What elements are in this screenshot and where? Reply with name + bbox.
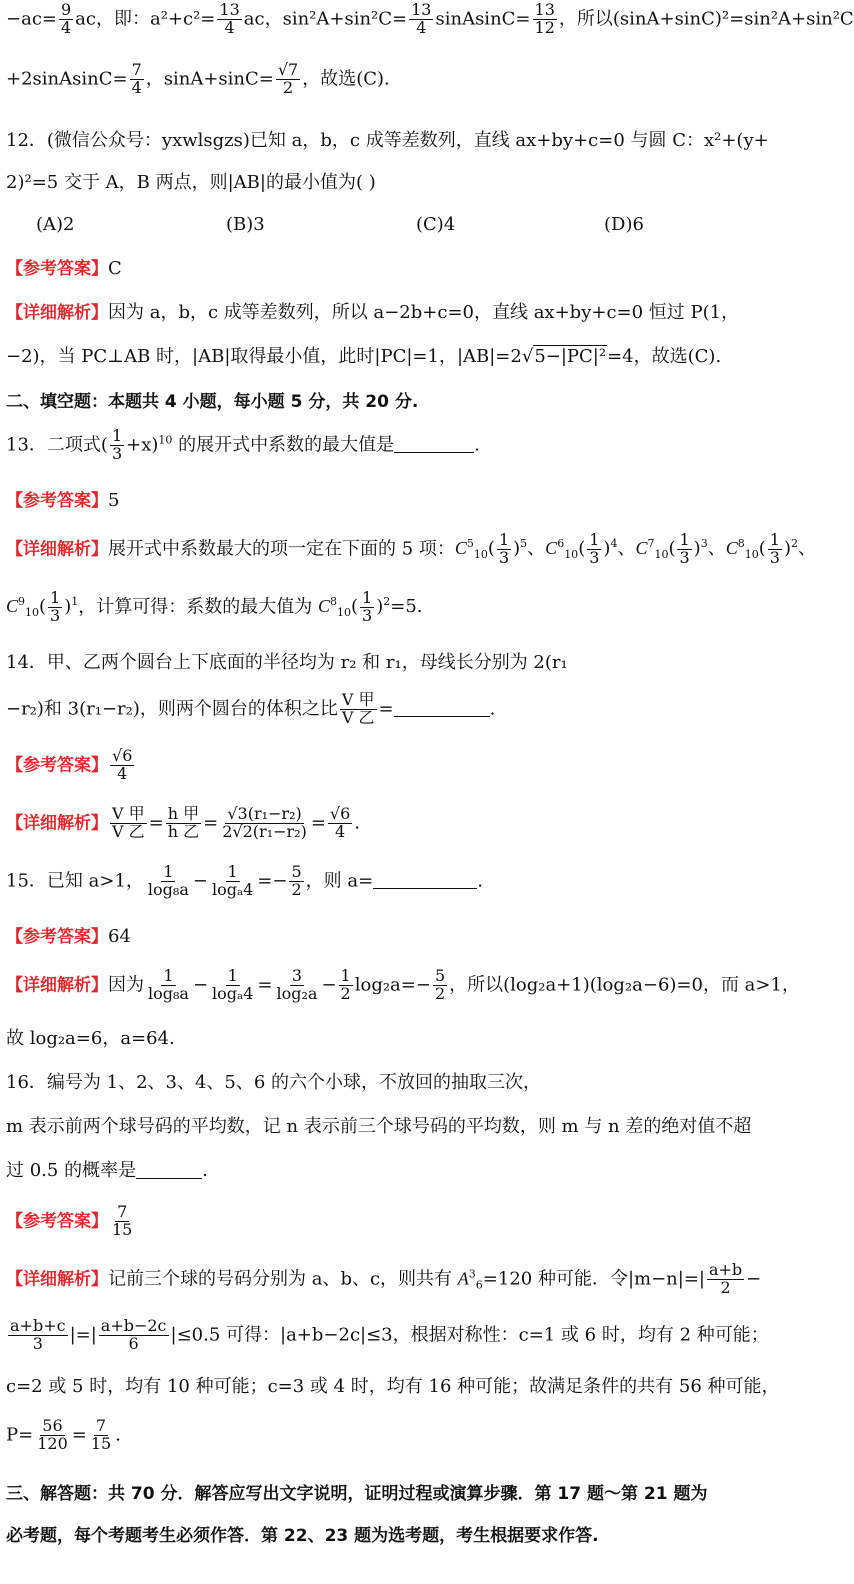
q16-answer bbox=[6, 1204, 794, 1239]
q16-stem-line-1: 16．编号为 1、2、3、4、5、6 的六个小球，不放回的抽取三次， bbox=[6, 1072, 542, 1093]
section-3-heading-line-1: 三、解答题：共 70 分．解答应写出文字说明，证明过程或演算步骤．第 17 题～第 21 题为 bbox=[6, 1484, 708, 1504]
text: ，所以(sinA+sinC)²=sin²A+sin²C bbox=[558, 8, 854, 30]
q16-analysis-line-4: P= $\frac{56}{120}$ = $\frac{7}{15}$ . bbox=[6, 1416, 121, 1453]
q14-stem-line-1: 14．甲、乙两个圆台上下底面的半径均为 r₂ 和 r₁，母线长分别为 2(r₁ bbox=[6, 652, 568, 673]
fraction: $\frac{13}{4}$ bbox=[219, 0, 240, 37]
answer-tag: 【参考答案】 bbox=[6, 1211, 108, 1232]
answer-tag: 【参考答案】 bbox=[6, 755, 108, 776]
fraction: $\frac{13}{12}$ bbox=[534, 0, 555, 37]
text: ac，sin²A+sin²C= bbox=[243, 8, 408, 30]
answer-blank[interactable] bbox=[136, 1160, 202, 1179]
fraction: $\frac{1}{3}$ bbox=[111, 426, 123, 463]
q16-analysis-line-3: c=2 或 5 时，均有 10 种可能；c=3 或 4 时，均有 16 种可能；故满足条件的共有 56 种可能， bbox=[6, 1376, 780, 1397]
answer-blank[interactable] bbox=[394, 698, 490, 717]
text: =4，故选(C). bbox=[607, 346, 722, 367]
answer-tag: 【参考答案】 bbox=[6, 491, 108, 511]
section-3-heading-line-2: 必考题，每个考题考生必须作答．第 22、23 题为选考题，考生根据要求作答. bbox=[6, 1526, 599, 1546]
q12-answer bbox=[6, 258, 794, 280]
answer-value: $\frac{7}{15}$ bbox=[112, 1202, 133, 1239]
q13-answer bbox=[6, 490, 794, 512]
text: ，故选(C). bbox=[302, 68, 390, 90]
fraction: $\frac{9}{4}$ bbox=[60, 0, 72, 37]
prev-solution-line-2 bbox=[6, 62, 794, 97]
q13-analysis-line-1: 【详细解析】展开式中系数最大的项一定在下面的 5 项：$C^5_{10}$( $\frac{1}{3}$ )$^5$、$C^6_{10}$( $\frac{1}{3}$ )$^4$、$C^7_{10}$( $\frac{1}{3}$ )$^3$、$C^8_{10}$( $\frac{1}{3}$ )$^2$、 bbox=[6, 530, 816, 567]
answer-value: C bbox=[108, 258, 122, 279]
text: −ac= bbox=[6, 8, 57, 30]
sqrt-symbol: √ bbox=[521, 346, 534, 367]
option-c: (C)4 bbox=[416, 214, 456, 235]
analysis-tag: 【详细解析】 bbox=[6, 1269, 108, 1290]
section-2-heading: 二、填空题：本题共 4 小题，每小题 5 分，共 20 分. bbox=[6, 392, 419, 412]
q14-analysis: 【详细解析】 $\frac{\text{V 甲}}{\text{V 乙}}$ = $\frac{\text{h 甲}}{\text{h 乙}}$ = $\frac{\text{√3(r₁−r₂)}}{\text{2√2(r₁−r₂)}}$ = $\frac{√6}{4}$ . bbox=[6, 804, 361, 841]
prev-solution-line-1 bbox=[6, 0, 854, 37]
answer-blank[interactable] bbox=[394, 434, 474, 453]
term-2: $C^6_{10}$( $\frac{1}{3}$ )$^4$、 bbox=[545, 530, 636, 567]
text: +2sinAsinC= bbox=[6, 68, 128, 90]
q16-analysis-line-2: $\frac{a+b+c}{3}$ |=| $\frac{a+b-2c}{6}$ |≤0.5 可得：|a+b−2c|≤3，根据对称性：c=1 或 6 时，均有 2 种可能； bbox=[10, 1316, 769, 1353]
q15-analysis-line-1: 【详细解析】因为 $\frac{1}{\text{log₈a}}$ − $\frac{1}{\text{logₐ4}}$ = $\frac{3}{\text{log₂a}}$ − $\frac{1}{2}$ log₂a=− $\frac{5}{2}$ ，所以(log₂a+1)(log₂a−6)=0，而 a>1， bbox=[6, 966, 800, 1003]
sqrt-body: 5−|PC|² bbox=[534, 346, 607, 367]
q13-analysis-line-2: $C^9_{10}$( $\frac{1}{3}$ )$^1$，计算可得：系数的最大值为 $C^8_{10}$( $\frac{1}{3}$ )$^2$=5. bbox=[6, 588, 423, 625]
analysis-tag: 【详细解析】 bbox=[6, 303, 108, 323]
answer-value: 5 bbox=[108, 490, 120, 511]
fraction: $\frac{7}{4}$ bbox=[131, 60, 142, 97]
option-d: (D)6 bbox=[604, 214, 644, 235]
term-5: $C^9_{10}$( $\frac{1}{3}$ )$^1$ bbox=[6, 588, 79, 625]
q14-stem-line-2: −r₂)和 3(r₁−r₂)，则两个圆台的体积之比 $\frac{\text{V 甲}}{\text{V 乙}}$ = . bbox=[6, 690, 496, 727]
option-b: (B)3 bbox=[226, 214, 265, 235]
analysis-tag: 【详细解析】 bbox=[6, 539, 108, 560]
q16-analysis-line-1: 【详细解析】记前三个球的号码分别为 a、b、c，则共有 $A^3_6=120$ 种可能．令|m−n|=| $\frac{a+b}{2}$ − bbox=[6, 1260, 762, 1297]
analysis-tag: 【详细解析】 bbox=[6, 813, 108, 834]
term-3: $C^7_{10}$( $\frac{1}{3}$ )$^3$、 bbox=[635, 530, 726, 567]
answer-value: $\frac{√6}{4}$ bbox=[112, 746, 133, 783]
q12-analysis-line-2 bbox=[6, 346, 794, 368]
answer-blank[interactable] bbox=[373, 870, 477, 889]
q16-stem-line-2: m 表示前两个球号码的平均数，记 n 表示前三个球号码的平均数，则 m 与 n 差的绝对值不超 bbox=[6, 1116, 752, 1137]
q16-stem-line-3: 过 0.5 的概率是 . bbox=[6, 1160, 208, 1181]
fraction: $\frac{13}{4}$ bbox=[411, 0, 432, 37]
final-term: $C^8_{10}$( $\frac{1}{3}$ )$^2$=5. bbox=[318, 588, 423, 625]
text: −2)，当 PC⊥AB 时，|AB|取得最小值，此时|PC|=1，|AB|=2 bbox=[6, 346, 522, 367]
q12-stem-line-2: 2)²=5 交于 A，B 两点，则|AB|的最小值为( ) bbox=[6, 172, 376, 193]
q15-stem: 15．已知 a>1， $\frac{1}{\text{log₈a}}$ − $\frac{1}{\text{logₐ4}}$ =− $\frac{5}{2}$ ，则 a= . bbox=[6, 862, 483, 899]
q15-analysis-line-2: 故 log₂a=6，a=64. bbox=[6, 1028, 175, 1049]
answer-value: 64 bbox=[108, 926, 131, 947]
q15-answer bbox=[6, 926, 794, 948]
fraction: $\frac{\text{V 甲}}{\text{V 乙}}$ bbox=[341, 690, 375, 727]
text: sinAsinC= bbox=[435, 8, 531, 30]
q12-stem-line-1: 12．(微信公众号：yxwlsgzs)已知 a，b，c 成等差数列，直线 ax+by+c=0 与圆 C：x²+(y+ bbox=[6, 130, 769, 151]
q13-stem: 13．二项式( $\frac{1}{3}$ +x)$^{10}$ 的展开式中系数的最大值是 . bbox=[6, 426, 480, 463]
q12-analysis-line-1 bbox=[6, 302, 794, 324]
fraction: $\frac{√7}{2}$ bbox=[277, 60, 299, 97]
text: ac，即：a²+c²= bbox=[75, 8, 216, 30]
option-a: (A)2 bbox=[36, 214, 75, 235]
term-1: $C^5_{10}$( $\frac{1}{3}$ )$^5$、 bbox=[454, 530, 546, 567]
q14-answer bbox=[6, 748, 794, 783]
text: ，sinA+sinC= bbox=[145, 68, 274, 90]
answer-tag: 【参考答案】 bbox=[6, 259, 108, 279]
text: 因为 a，b，c 成等差数列，所以 a−2b+c=0，直线 ax+by+c=0 恒过 P(1， bbox=[108, 302, 740, 323]
analysis-tag: 【详细解析】 bbox=[6, 975, 108, 996]
answer-tag: 【参考答案】 bbox=[6, 927, 108, 947]
term-4: $C^8_{10}$( $\frac{1}{3}$ )$^2$、 bbox=[725, 530, 816, 567]
